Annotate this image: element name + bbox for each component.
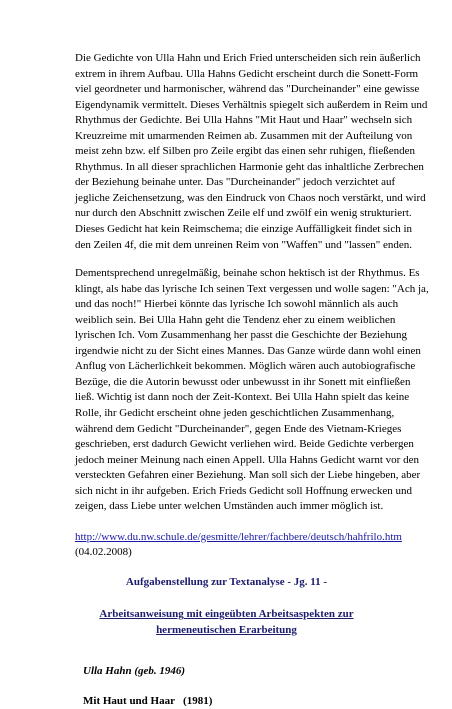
text-line: Dementsprechend unregelmäßig, beinahe schon hektisch ist der Rhythmus. Es (75, 267, 420, 280)
poem-author: Ulla Hahn (geb. 1946) (83, 665, 186, 678)
paragraph-comparison (75, 51, 428, 253)
text-line: Bezüge, die die Autorin bewusst oder unbewusst in ihr Sonett mit einfließen (75, 375, 411, 388)
text-line: weiblich sein. Bei Ulla Hahn geht die Tendenz eher zu einem weiblichen (75, 313, 396, 326)
text-line: der Beziehung beinahe unter. Das "Durcheinander" jedoch verzichtet auf (75, 176, 396, 189)
instruction-heading-line1: Arbeitsanweisung mit eingeübten Arbeitsaspekten zur (99, 608, 354, 621)
text-line: ließ. Wichtig ist dann noch der Zeit-Kontext. Bei Ulla Hahn spielt das keine (75, 391, 410, 404)
source-link[interactable]: http://www.du.nw.schule.de/gesmitte/lehrer/fachbere/deutsch/hahfrilo.htm (75, 530, 402, 543)
text-line: Eigendynamik vermittelt. Dieses Verhältnis spiegelt sich außerdem in Reim und (75, 98, 428, 111)
paragraph-rhythm (75, 266, 429, 515)
instruction-heading-line2: hermeneutischen Erarbeitung (156, 623, 297, 636)
text-line: irgendwie nicht zu der Sicht eines Mannes. Das Ganze würde dann wohl einen (75, 344, 421, 357)
text-line: und das noch!" Hierbei könnte das lyrische Ich sowohl männlich als auch (75, 298, 399, 311)
text-line: Rhythmus. In all dieser sprachlichen Harmonie geht das inhaltliche Zerbrechen (75, 160, 424, 173)
text-line: Dieses Gedicht hat kein Reimschema; die einzige Auffälligkeit findet sich in (75, 223, 413, 236)
source-reference (75, 530, 402, 561)
task-heading: Aufgabenstellung zur Textanalyse - Jg. 11 - (125, 575, 328, 588)
text-line: sich nicht in ihr aufgeben. Erich Frieds Gedicht soll Hoffnung erwecken und (75, 484, 413, 497)
text-line: Rolle, ihr Gedicht erscheint ohne jeden geschichtlichen Zusammenhang, (75, 407, 395, 420)
text-line: nur durch den Abschnitt zwischen Zeile elf und zwölf ein wenig strukturiert. (75, 207, 412, 220)
text-line: Kreuzreime mit umarmenden Reimen ab. Zusammen mit der Aufteilung von (75, 129, 413, 142)
text-line: meist zehn bzw. elf Silben pro Zeile ergibt das einen sehr ruhigen, fließenden (75, 145, 415, 158)
source-date: (04.02.2008) (75, 546, 132, 559)
text-line: während dem Gedicht "Durcheinander", gegen Ende des Vietnam-Krieges (75, 422, 402, 435)
text-line: geschrieben, erst dadurch Gewicht verliehen wird. Beide Gedichte verbergen (75, 438, 414, 451)
instruction-heading (75, 607, 378, 638)
text-line: extrem in ihrem Aufbau. Ulla Hahns Gedicht erscheint durch die Sonett-Form (75, 67, 419, 80)
text-line: lyrischen Ich. Vom Zusammenhang her passt die Geschichte der Beziehung (75, 329, 407, 342)
text-line: Anflug von Lächerlichkeit bekommen. Möglich wären auch autobiografische (75, 360, 416, 373)
text-line: zeigen, dass Liebe unter welchen Umständen auch immer möglich ist. (75, 500, 384, 513)
text-line: Die Gedichte von Ulla Hahn und Erich Fried unterscheiden sich rein äußerlich (75, 52, 421, 64)
text-line: Rhythmus der Gedichte. Bei Ulla Hahns "Mit Haut und Haar" wechseln sich (75, 114, 413, 127)
text-line: den Zeilen 4f, die mit dem unreinen Reim von "Waffen" und "lassen" enden. (75, 238, 413, 251)
poem-title: Mit Haut und Haar (1981) (83, 694, 213, 707)
text-line: viel geordneter und harmonischer, während das "Durcheinander" eine gewisse (75, 83, 420, 96)
text-line: versteckten Gefahren einer Beziehung. Man soll sich der Liebe hingeben, aber (75, 469, 421, 482)
text-line: jedoch meiner Meinung nach einen Appell. Ulla Hahns Gedicht warnt vor den (75, 453, 419, 466)
text-line: jegliche Zeichensetzung, was den Eindruck von Chaos noch verstärkt, und wird (75, 191, 426, 204)
text-line: klingt, als habe das lyrische Ich seinen Text vergessen und wolle sagen: "Ach ja, (75, 282, 429, 295)
